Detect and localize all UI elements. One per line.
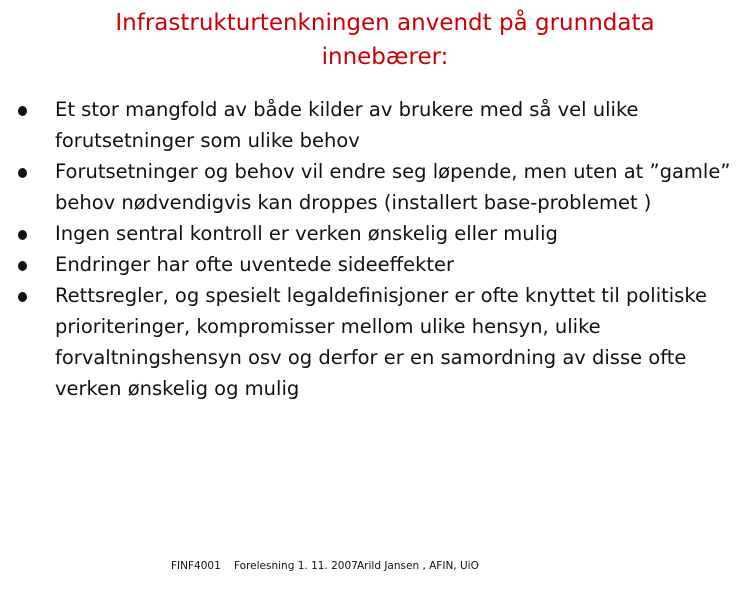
footer-lecture-date: Forelesning 1. 11. 2007: [234, 560, 358, 572]
bullet-dot-icon: [18, 292, 27, 302]
bullet-dot-icon: [18, 230, 27, 240]
footer-course-code: FINF4001: [171, 560, 221, 572]
bullet-list: [18, 94, 733, 404]
bullet-text: Ingen sentral kontroll er verken ønskelig eller mulig: [55, 222, 558, 245]
bullet-dot-icon: [18, 106, 27, 116]
bullet-text: Forutsetninger og behov vil endre seg løpende, men uten at ”gamle” behov nødvendigvis kan droppes (installert base-problemet ): [55, 160, 731, 214]
bullet-dot-icon: [18, 261, 27, 271]
bullet-text: Et stor mangfold av både kilder av brukere med så vel ulike forutsetninger som ulike behov: [55, 98, 639, 152]
bullet-item: [18, 218, 733, 249]
bullet-text: Endringer har ofte uventede sideeffekter: [55, 253, 455, 276]
slide-title: Infrastrukturtenkningen anvendt på grunndata innebærer:: [115, 10, 655, 70]
bullet-item: [18, 249, 733, 280]
bullet-dot-icon: [18, 168, 27, 178]
bullet-item: [18, 94, 733, 156]
bullet-item: [18, 280, 733, 404]
footer-author: Arild Jansen , AFIN, UiO: [357, 560, 479, 572]
bullet-text: Rettsregler, og spesielt legaldefinisjoner er ofte knyttet til politiske prioriteringer, kompromisser mellom ulike hensyn, ulike forvaltningshensyn osv og derfor er en samordning av disse ofte verken ønskelig og mulig: [55, 284, 707, 400]
bullet-item: [18, 156, 733, 218]
